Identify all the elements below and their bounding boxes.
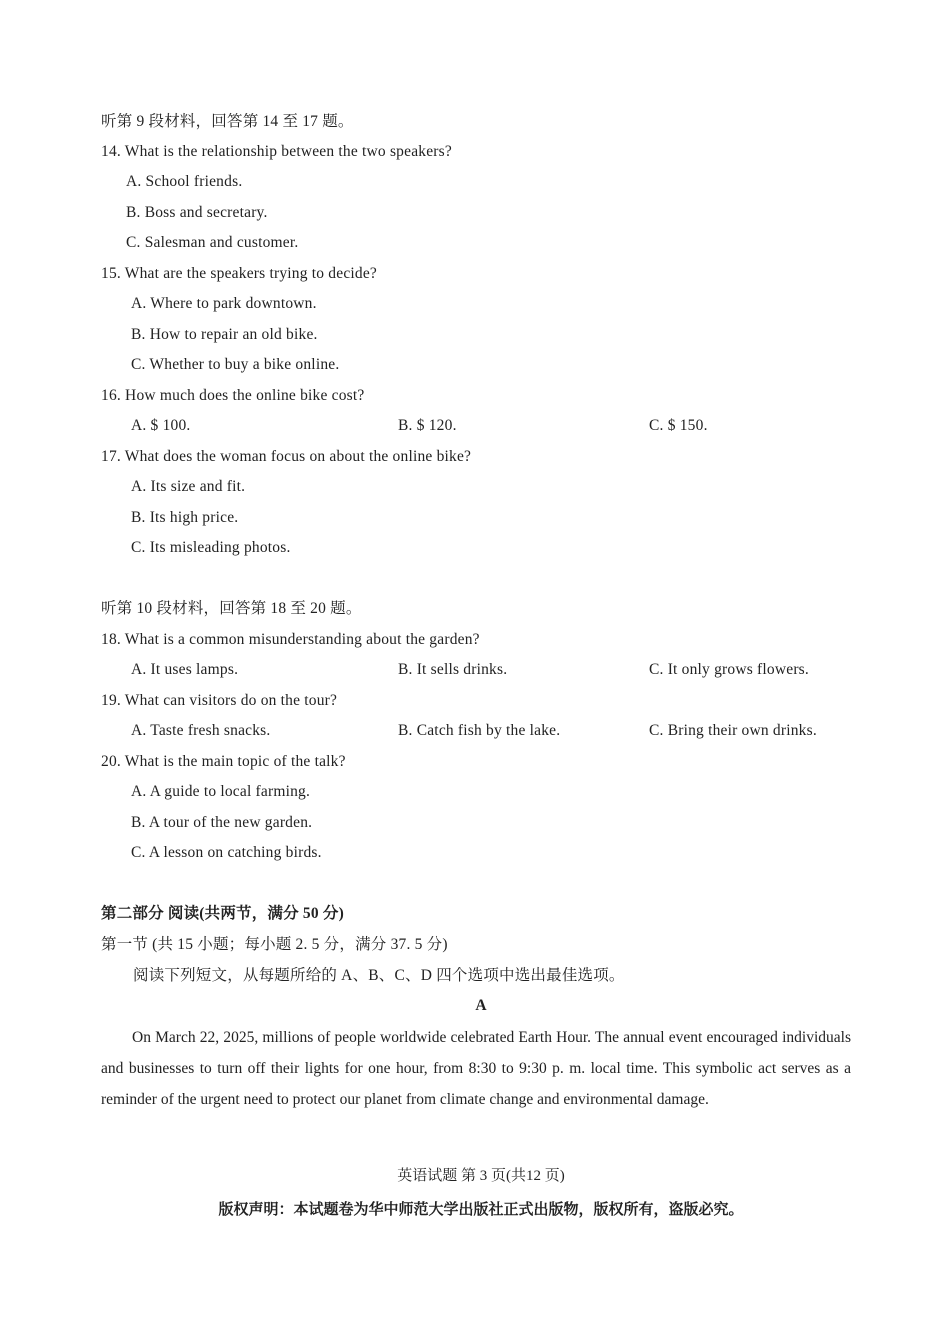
question-14-option-b: B. Boss and secretary. [126,204,268,221]
question-19-option-b: B. Catch fish by the lake. [398,722,561,739]
part-2-title: 第二部分 阅读(共两节，满分 50 分) [101,905,344,922]
question-16-option-b: B. $ 120. [398,417,457,434]
question-19-stem: 19. What can visitors do on the tour? [101,692,338,709]
question-18-option-a: A. It uses lamps. [131,661,239,678]
question-15-option-a: A. Where to park downtown. [131,295,317,312]
question-20-stem: 20. What is the main topic of the talk? [101,753,346,770]
question-20-option-a: A. A guide to local farming. [131,783,311,800]
question-19-option-c: C. Bring their own drinks. [649,722,817,739]
page-footer: 英语试题 第 3 页(共12 页) [397,1168,565,1184]
part-2-section-1: 第一节 (共 15 小题；每小题 2. 5 分，满分 37. 5 分) [101,936,448,953]
section-10-heading: 听第 10 段材料，回答第 18 至 20 题。 [101,600,362,617]
question-17-option-b: B. Its high price. [131,509,239,526]
question-18-option-c: C. It only grows flowers. [649,661,809,678]
copyright-notice: 版权声明：本试题卷为华中师范大学出版社正式出版物，版权所有，盗版必究。 [218,1202,744,1218]
question-16-option-a: A. $ 100. [131,417,191,434]
question-15-option-b: B. How to repair an old bike. [131,326,318,343]
section-9-heading: 听第 9 段材料，回答第 14 至 17 题。 [101,113,354,130]
question-20-option-c: C. A lesson on catching birds. [131,844,322,861]
passage-text: On March 22, 2025, millions of people worldwide celebrated Earth Hour. The annual event encouraged individuals and businesses to turn off their lights for one hour, from 8:30 to 9:30 p. m. local time. This symbolic act serves as a reminder of the urgent need to protect our planet from climate change and environmental damage. [101,1029,851,1108]
question-16-stem: 16. How much does the online bike cost? [101,387,365,404]
question-14-stem: 14. What is the relationship between the two speakers? [101,143,452,160]
reading-instruction: 阅读下列短文，从每题所给的 A、B、C、D 四个选项中选出最佳选项。 [133,967,625,984]
question-16-option-c: C. $ 150. [649,417,708,434]
passage-label: A [475,997,487,1014]
question-18-stem: 18. What is a common misunderstanding about the garden? [101,631,480,648]
question-15-stem: 15. What are the speakers trying to decide? [101,265,378,282]
question-17-stem: 17. What does the woman focus on about the online bike? [101,448,472,465]
question-18-option-b: B. It sells drinks. [398,661,508,678]
question-14-option-c: C. Salesman and customer. [126,234,299,251]
question-15-option-c: C. Whether to buy a bike online. [131,356,340,373]
question-20-option-b: B. A tour of the new garden. [131,814,313,831]
question-17-option-a: A. Its size and fit. [131,478,246,495]
question-14-option-a: A. School friends. [126,173,243,190]
question-19-option-a: A. Taste fresh snacks. [131,722,271,739]
question-17-option-c: C. Its misleading photos. [131,539,291,556]
